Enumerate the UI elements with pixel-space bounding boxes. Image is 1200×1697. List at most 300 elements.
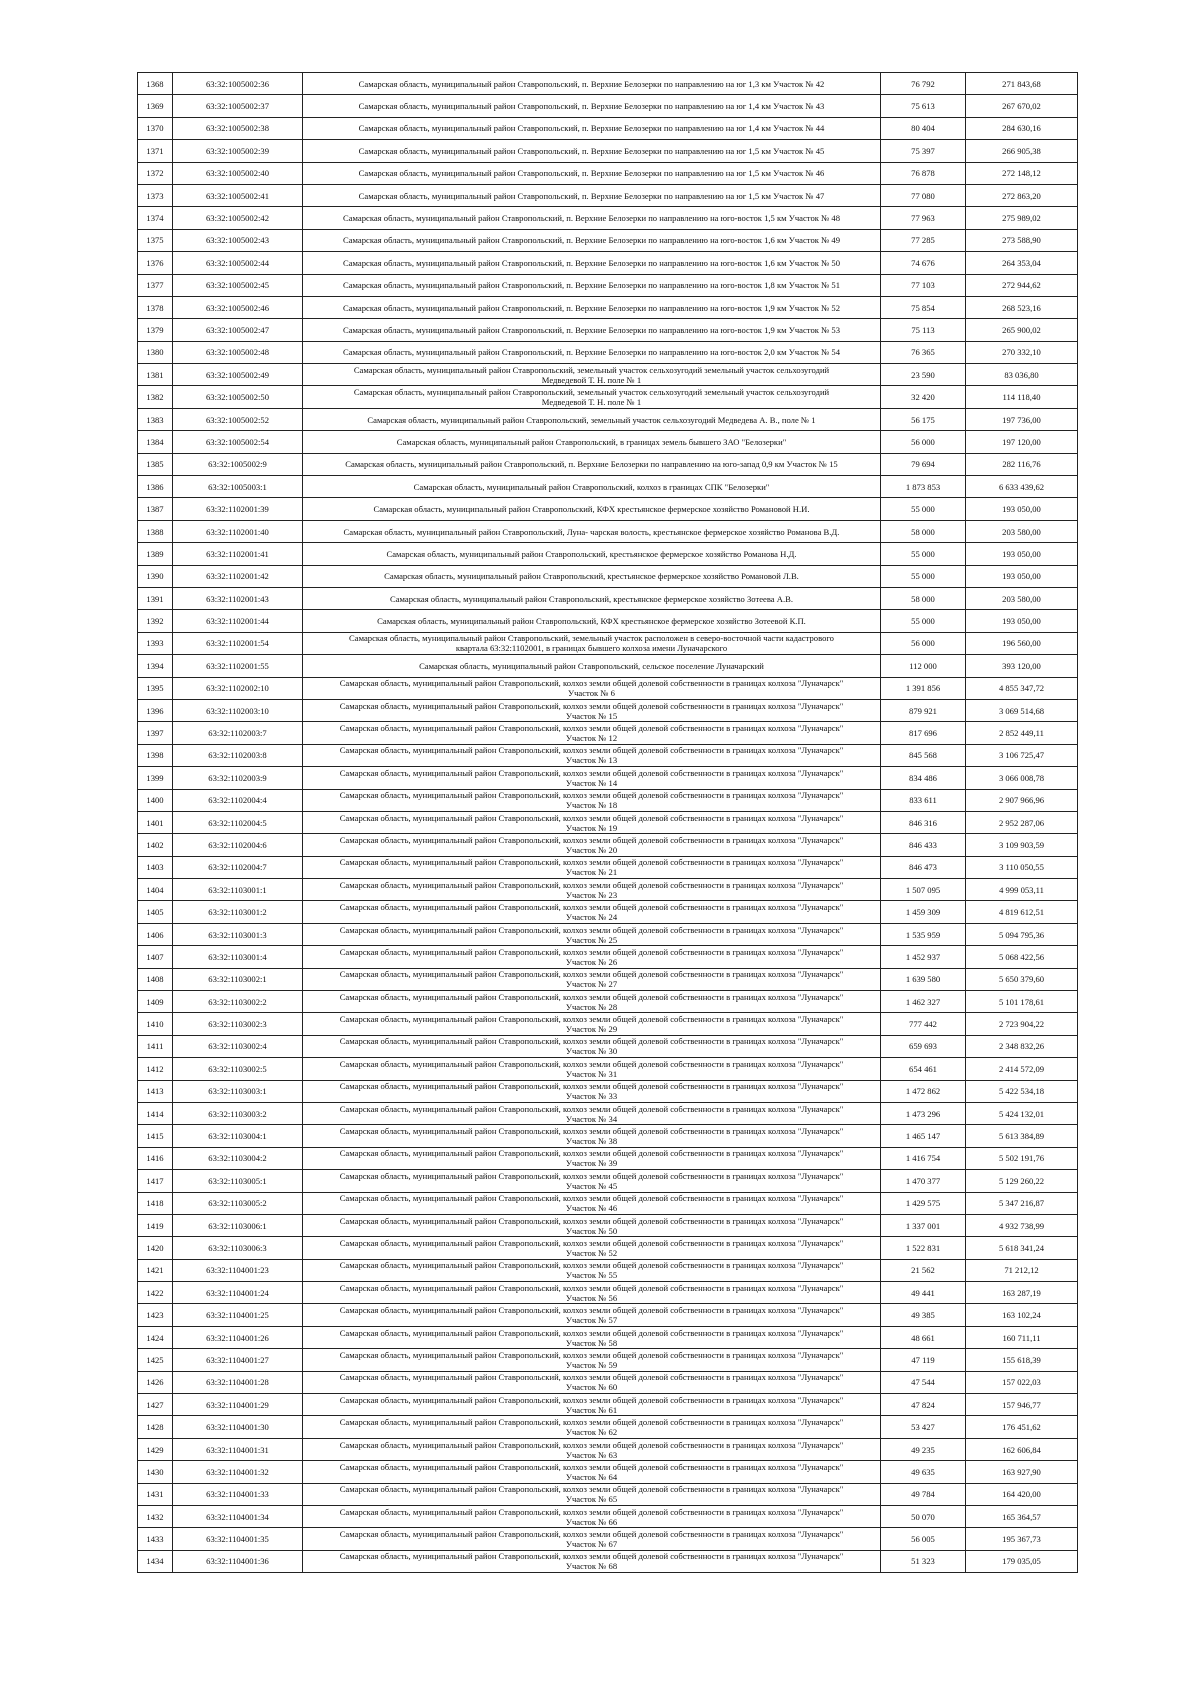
row-number-cell: 1432	[138, 1506, 173, 1528]
address-line: Самарская область, муниципальный район Ставропольский, колхоз земли общей долевой собственности в границах колхоза "Луначарск"	[339, 767, 844, 778]
cadastral-number-cell: 63:32:1005003:1	[173, 476, 303, 498]
row-number-cell: 1371	[138, 140, 173, 162]
table-row	[138, 655, 1078, 677]
area-cell: 49 635	[881, 1461, 966, 1483]
row-number-cell: 1412	[138, 1058, 173, 1080]
cadastral-number-cell: 63:32:1102001:42	[173, 565, 303, 587]
value-cell: 162 606,84	[966, 1438, 1078, 1460]
row-number-cell: 1398	[138, 744, 173, 766]
address-line: Самарская область, муниципальный район Ставропольский, земельный участок сельхозугодий земельный участок сельхозугодий	[353, 387, 830, 398]
table-row	[138, 386, 1078, 408]
area-cell: 1 535 959	[881, 923, 966, 945]
row-number-cell: 1386	[138, 476, 173, 498]
row-number-cell: 1392	[138, 610, 173, 632]
value-cell: 5 422 534,18	[966, 1080, 1078, 1102]
area-cell: 75 854	[881, 296, 966, 318]
cadastral-number-cell: 63:32:1103001:2	[173, 901, 303, 923]
row-number-cell: 1388	[138, 520, 173, 542]
address-line: Самарская область, муниципальный район Ставропольский, колхоз земли общей долевой собственности в границах колхоза "Луначарск"	[339, 1260, 844, 1271]
value-cell: 193 050,00	[966, 610, 1078, 632]
table-row	[138, 901, 1078, 923]
address-line: Самарская область, муниципальный район Ставропольский, колхоз земли общей долевой собственности в границах колхоза "Луначарск"	[339, 1170, 844, 1181]
address-line: Самарская область, муниципальный район Ставропольский, колхоз земли общей долевой собственности в границах колхоза "Луначарск"	[339, 1238, 844, 1248]
area-cell: 75 397	[881, 140, 966, 162]
cadastral-number-cell: 63:32:1005002:52	[173, 408, 303, 430]
area-cell: 1 416 754	[881, 1147, 966, 1169]
cadastral-number-cell: 63:32:1102001:43	[173, 587, 303, 609]
row-number-cell: 1395	[138, 677, 173, 699]
table-row	[138, 1349, 1078, 1371]
cadastral-number-cell: 63:32:1102003:10	[173, 699, 303, 721]
address-cell	[303, 1102, 881, 1124]
row-number-cell: 1418	[138, 1192, 173, 1214]
address-line: Участок № 31	[565, 1068, 618, 1079]
address-cell	[303, 1259, 881, 1281]
address-cell	[303, 1282, 881, 1304]
row-number-cell: 1381	[138, 364, 173, 386]
row-number-cell: 1399	[138, 767, 173, 789]
address-cell	[303, 901, 881, 923]
address-line: Участок № 52	[565, 1248, 618, 1258]
table-row	[138, 296, 1078, 318]
row-number-cell: 1396	[138, 699, 173, 721]
address-line: Самарская область, муниципальный район Ставропольский, колхоз земли общей долевой собственности в границах колхоза "Луначарск"	[339, 924, 844, 935]
address-line: Участок № 66	[565, 1516, 618, 1527]
address-cell	[303, 1237, 881, 1259]
cadastral-number-cell: 63:32:1104001:29	[173, 1394, 303, 1416]
cadastral-number-cell: 63:32:1103002:3	[173, 1013, 303, 1035]
address-line: Самарская область, муниципальный район Ставропольский, колхоз земли общей долевой собственности в границах колхоза "Луначарск"	[339, 857, 844, 868]
row-number-cell: 1415	[138, 1125, 173, 1147]
row-number-cell: 1408	[138, 968, 173, 990]
address-line: Участок № 68	[565, 1561, 618, 1572]
cadastral-number-cell: 63:32:1005002:50	[173, 386, 303, 408]
table-row	[138, 879, 1078, 901]
cadastral-number-cell: 63:32:1005002:37	[173, 95, 303, 117]
area-cell: 58 000	[881, 587, 966, 609]
address-line: Участок № 15	[565, 710, 618, 721]
address-cell: Самарская область, муниципальный район Ставропольский, колхоз в границах СПК "Белозерки"	[303, 476, 881, 498]
address-cell: Самарская область, муниципальный район Ставропольский, п. Верхние Белозерки по направлению на юго-запад 0,9 км Участок № 15	[303, 453, 881, 475]
address-cell: Самарская область, муниципальный район Ставропольский, п. Верхние Белозерки по направлению на юг 1,5 км Участок № 47	[303, 184, 881, 206]
table-row	[138, 1013, 1078, 1035]
value-cell: 4 819 612,51	[966, 901, 1078, 923]
address-line: Участок № 64	[565, 1471, 618, 1482]
table-row	[138, 789, 1078, 811]
row-number-cell: 1426	[138, 1371, 173, 1393]
cadastral-number-cell: 63:32:1103002:1	[173, 968, 303, 990]
address-cell	[303, 1304, 881, 1326]
row-number-cell: 1383	[138, 408, 173, 430]
address-line: Самарская область, муниципальный район Ставропольский, колхоз земли общей долевой собственности в границах колхоза "Луначарск"	[339, 745, 844, 756]
area-cell: 846 433	[881, 834, 966, 856]
value-cell: 2 852 449,11	[966, 722, 1078, 744]
value-cell: 272 863,20	[966, 184, 1078, 206]
address-line: Участок № 55	[565, 1270, 618, 1281]
cadastral-number-cell: 63:32:1005002:42	[173, 207, 303, 229]
table-row	[138, 184, 1078, 206]
table-row	[138, 476, 1078, 498]
area-cell: 1 507 095	[881, 879, 966, 901]
cadastral-number-cell: 63:32:1103003:1	[173, 1080, 303, 1102]
value-cell: 164 420,00	[966, 1483, 1078, 1505]
value-cell: 193 050,00	[966, 498, 1078, 520]
address-cell: Самарская область, муниципальный район Ставропольский, п. Верхние Белозерки по направлению на юг 1,3 км Участок № 42	[303, 73, 881, 95]
table-row	[138, 610, 1078, 632]
address-cell	[303, 1550, 881, 1572]
address-cell	[303, 879, 881, 901]
table-row	[138, 946, 1078, 968]
row-number-cell: 1428	[138, 1416, 173, 1438]
area-cell: 834 486	[881, 767, 966, 789]
address-line: Участок № 29	[565, 1024, 618, 1035]
address-line: Самарская область, муниципальный район Ставропольский, колхоз земли общей долевой собственности в границах колхоза "Луначарск"	[339, 1282, 844, 1293]
row-number-cell: 1431	[138, 1483, 173, 1505]
cadastral-number-cell: 63:32:1005002:36	[173, 73, 303, 95]
value-cell: 5 101 178,61	[966, 991, 1078, 1013]
address-line: Участок № 30	[565, 1046, 618, 1057]
value-cell: 2 723 904,22	[966, 1013, 1078, 1035]
address-line: Участок № 38	[565, 1136, 618, 1147]
table-row	[138, 274, 1078, 296]
cadastral-number-cell: 63:32:1005002:44	[173, 252, 303, 274]
area-cell: 47 824	[881, 1394, 966, 1416]
value-cell: 5 650 379,60	[966, 968, 1078, 990]
table-row	[138, 498, 1078, 520]
area-cell: 55 000	[881, 565, 966, 587]
address-cell: Самарская область, муниципальный район Ставропольский, п. Верхние Белозерки по направлению на юг 1,5 км Участок № 46	[303, 162, 881, 184]
area-cell: 51 323	[881, 1550, 966, 1572]
area-cell: 1 391 856	[881, 677, 966, 699]
address-cell	[303, 1035, 881, 1057]
address-line: Участок № 63	[565, 1449, 618, 1460]
area-cell: 80 404	[881, 117, 966, 139]
address-line: Самарская область, муниципальный район Ставропольский, земельный участок сельхозугодий земельный участок сельхозугодий	[353, 364, 830, 375]
table-row	[138, 1237, 1078, 1259]
address-line: Участок № 34	[565, 1113, 618, 1124]
row-number-cell: 1368	[138, 73, 173, 95]
address-cell	[303, 1214, 881, 1236]
address-cell: Самарская область, муниципальный район Ставропольский, п. Верхние Белозерки по направлению на юго-восток 2,0 км Участок № 54	[303, 341, 881, 363]
value-cell: 71 212,12	[966, 1259, 1078, 1281]
address-line: Самарская область, муниципальный район Ставропольский, колхоз земли общей долевой собственности в границах колхоза "Луначарск"	[339, 834, 844, 845]
address-cell	[303, 1147, 881, 1169]
address-cell: Самарская область, муниципальный район Ставропольский, крестьянское фермерское хозяйство Романова Н.Д.	[303, 543, 881, 565]
address-line: Самарская область, муниципальный район Ставропольский, колхоз земли общей долевой собственности в границах колхоза "Луначарск"	[339, 1014, 844, 1025]
address-line: Участок № 20	[565, 844, 618, 855]
address-cell	[303, 386, 881, 408]
cadastral-number-cell: 63:32:1102002:10	[173, 677, 303, 699]
value-cell: 197 120,00	[966, 431, 1078, 453]
cadastral-number-cell: 63:32:1103002:2	[173, 991, 303, 1013]
table-row	[138, 856, 1078, 878]
value-cell: 6 633 439,62	[966, 476, 1078, 498]
cadastral-number-cell: 63:32:1104001:36	[173, 1550, 303, 1572]
row-number-cell: 1410	[138, 1013, 173, 1035]
area-cell: 75 113	[881, 319, 966, 341]
value-cell: 5 618 341,24	[966, 1237, 1078, 1259]
address-line: Самарская область, муниципальный район Ставропольский, колхоз земли общей долевой собственности в границах колхоза "Луначарск"	[339, 1148, 844, 1159]
table-row	[138, 1147, 1078, 1169]
address-line: Участок № 6	[568, 688, 615, 699]
value-cell: 3 069 514,68	[966, 699, 1078, 721]
row-number-cell: 1420	[138, 1237, 173, 1259]
cadastral-number-cell: 63:32:1104001:24	[173, 1282, 303, 1304]
table-row	[138, 1394, 1078, 1416]
value-cell: 272 148,12	[966, 162, 1078, 184]
cadastral-number-cell: 63:32:1104001:34	[173, 1506, 303, 1528]
address-line: Участок № 56	[565, 1292, 618, 1303]
cadastral-number-cell: 63:32:1102004:5	[173, 811, 303, 833]
value-cell: 4 932 738,99	[966, 1214, 1078, 1236]
row-number-cell: 1422	[138, 1282, 173, 1304]
cadastral-number-cell: 63:32:1005002:41	[173, 184, 303, 206]
address-line: Самарская область, муниципальный район Ставропольский, колхоз земли общей долевой собственности в границах колхоза "Луначарск"	[339, 1103, 844, 1114]
cadastral-number-cell: 63:32:1005002:38	[173, 117, 303, 139]
area-cell: 654 461	[881, 1058, 966, 1080]
area-cell: 56 000	[881, 632, 966, 654]
area-cell: 56 175	[881, 408, 966, 430]
row-number-cell: 1393	[138, 632, 173, 654]
address-line: Медведевой Т. Н. поле № 1	[541, 374, 642, 385]
table-row	[138, 565, 1078, 587]
address-line: Участок № 58	[565, 1337, 618, 1348]
address-line: Самарская область, муниципальный район Ставропольский, земельный участок расположен в северо-восточной части кадастрового	[349, 633, 834, 644]
address-cell	[303, 1058, 881, 1080]
address-cell: Самарская область, муниципальный район Ставропольский, п. Верхние Белозерки по направлению на юг 1,4 км Участок № 44	[303, 117, 881, 139]
table-row	[138, 1214, 1078, 1236]
area-cell: 1 473 296	[881, 1102, 966, 1124]
address-cell	[303, 923, 881, 945]
table-row	[138, 1304, 1078, 1326]
address-line: Самарская область, муниципальный район Ставропольский, колхоз земли общей долевой собственности в границах колхоза "Луначарск"	[339, 1551, 844, 1562]
address-line: Самарская область, муниципальный район Ставропольский, колхоз земли общей долевой собственности в границах колхоза "Луначарск"	[339, 1036, 844, 1047]
table-row	[138, 767, 1078, 789]
value-cell: 193 050,00	[966, 565, 1078, 587]
area-cell: 77 080	[881, 184, 966, 206]
address-cell: Самарская область, муниципальный район Ставропольский, в границах земель бывшего ЗАО "Белозерки"	[303, 431, 881, 453]
address-line: Участок № 19	[565, 822, 618, 833]
table-row	[138, 431, 1078, 453]
area-cell: 76 792	[881, 73, 966, 95]
value-cell: 163 287,19	[966, 1282, 1078, 1304]
row-number-cell: 1384	[138, 431, 173, 453]
table-row	[138, 1461, 1078, 1483]
address-cell	[303, 1080, 881, 1102]
area-cell: 47 544	[881, 1371, 966, 1393]
value-cell: 5 347 216,87	[966, 1192, 1078, 1214]
address-line: Участок № 57	[565, 1315, 618, 1326]
address-cell	[303, 1506, 881, 1528]
table-row	[138, 341, 1078, 363]
table-row	[138, 140, 1078, 162]
table-row	[138, 364, 1078, 386]
cadastral-number-cell: 63:32:1103004:2	[173, 1147, 303, 1169]
row-number-cell: 1401	[138, 811, 173, 833]
area-cell: 49 784	[881, 1483, 966, 1505]
value-cell: 2 348 832,26	[966, 1035, 1078, 1057]
area-cell: 55 000	[881, 498, 966, 520]
area-cell: 32 420	[881, 386, 966, 408]
address-cell: Самарская область, муниципальный район Ставропольский, п. Верхние Белозерки по направлению на юг 1,4 км Участок № 43	[303, 95, 881, 117]
value-cell: 2 952 287,06	[966, 811, 1078, 833]
table-row	[138, 1506, 1078, 1528]
area-cell: 21 562	[881, 1259, 966, 1281]
cadastral-number-cell: 63:32:1104001:33	[173, 1483, 303, 1505]
address-line: Участок № 59	[565, 1359, 618, 1370]
address-line: Самарская область, муниципальный район Ставропольский, колхоз земли общей долевой собственности в границах колхоза "Луначарск"	[339, 1126, 844, 1137]
cadastral-number-cell: 63:32:1103002:4	[173, 1035, 303, 1057]
row-number-cell: 1372	[138, 162, 173, 184]
row-number-cell: 1380	[138, 341, 173, 363]
cadastral-number-cell: 63:32:1102001:54	[173, 632, 303, 654]
row-number-cell: 1416	[138, 1147, 173, 1169]
address-cell: Самарская область, муниципальный район Ставропольский, КФХ крестьянское фермерское хозяйство Зотеевой К.П.	[303, 610, 881, 632]
area-cell: 23 590	[881, 364, 966, 386]
address-line: Участок № 61	[565, 1404, 618, 1415]
area-cell: 76 365	[881, 341, 966, 363]
cadastral-number-cell: 63:32:1005002:48	[173, 341, 303, 363]
row-number-cell: 1400	[138, 789, 173, 811]
value-cell: 273 588,90	[966, 229, 1078, 251]
area-cell: 76 878	[881, 162, 966, 184]
address-line: квартала 63:32:1102001, в границах бывшего колхоза имени Луначарского	[455, 643, 728, 654]
table-row	[138, 1483, 1078, 1505]
address-line: Участок № 28	[565, 1001, 618, 1012]
table-row	[138, 744, 1078, 766]
address-cell: Самарская область, муниципальный район Ставропольский, п. Верхние Белозерки по направлению на юго-восток 1,6 км Участок № 49	[303, 229, 881, 251]
address-line: Участок № 18	[565, 800, 618, 811]
value-cell: 4 999 053,11	[966, 879, 1078, 901]
cadastral-number-cell: 63:32:1103002:5	[173, 1058, 303, 1080]
cadastral-number-cell: 63:32:1102003:8	[173, 744, 303, 766]
address-line: Участок № 23	[565, 889, 618, 900]
table-row	[138, 834, 1078, 856]
area-cell: 49 385	[881, 1304, 966, 1326]
address-line: Самарская область, муниципальный район Ставропольский, колхоз земли общей долевой собственности в границах колхоза "Луначарск"	[339, 1215, 844, 1226]
row-number-cell: 1370	[138, 117, 173, 139]
area-cell: 50 070	[881, 1506, 966, 1528]
value-cell: 165 364,57	[966, 1506, 1078, 1528]
row-number-cell: 1403	[138, 856, 173, 878]
address-cell: Самарская область, муниципальный район Ставропольский, Луна- чарская волость, крестьянское фермерское хозяйство Романова В.Д.	[303, 520, 881, 542]
address-cell: Самарская область, муниципальный район Ставропольский, п. Верхние Белозерки по направлению на юго-восток 1,8 км Участок № 51	[303, 274, 881, 296]
address-cell	[303, 1170, 881, 1192]
area-cell: 49 441	[881, 1282, 966, 1304]
value-cell: 2 414 572,09	[966, 1058, 1078, 1080]
value-cell: 83 036,80	[966, 364, 1078, 386]
table-row	[138, 1080, 1078, 1102]
cadastral-number-cell: 63:32:1104001:31	[173, 1438, 303, 1460]
row-number-cell: 1390	[138, 565, 173, 587]
table-row	[138, 1035, 1078, 1057]
cadastral-number-cell: 63:32:1102003:9	[173, 767, 303, 789]
cadastral-number-cell: 63:32:1104001:26	[173, 1326, 303, 1348]
address-line: Самарская область, муниципальный район Ставропольский, колхоз земли общей долевой собственности в границах колхоза "Луначарск"	[339, 723, 844, 734]
area-cell: 58 000	[881, 520, 966, 542]
address-line: Самарская область, муниципальный район Ставропольский, колхоз земли общей долевой собственности в границах колхоза "Луначарск"	[339, 1081, 844, 1092]
cadastral-number-cell: 63:32:1103005:1	[173, 1170, 303, 1192]
value-cell: 3 110 050,55	[966, 856, 1078, 878]
cadastral-number-cell: 63:32:1102003:7	[173, 722, 303, 744]
cadastral-number-cell: 63:32:1104001:35	[173, 1528, 303, 1550]
cadastral-number-cell: 63:32:1104001:27	[173, 1349, 303, 1371]
row-number-cell: 1429	[138, 1438, 173, 1460]
row-number-cell: 1375	[138, 229, 173, 251]
address-line: Участок № 62	[565, 1427, 618, 1438]
area-cell: 845 568	[881, 744, 966, 766]
area-cell: 846 316	[881, 811, 966, 833]
cadastral-number-cell: 63:32:1005002:40	[173, 162, 303, 184]
address-line: Самарская область, муниципальный район Ставропольский, колхоз земли общей долевой собственности в границах колхоза "Луначарск"	[339, 790, 844, 801]
table-row	[138, 1170, 1078, 1192]
area-cell: 75 613	[881, 95, 966, 117]
address-line: Самарская область, муниципальный район Ставропольский, колхоз земли общей долевой собственности в границах колхоза "Луначарск"	[339, 1439, 844, 1450]
address-cell	[303, 1461, 881, 1483]
area-cell: 53 427	[881, 1416, 966, 1438]
area-cell: 1 873 853	[881, 476, 966, 498]
address-cell	[303, 1528, 881, 1550]
address-line: Самарская область, муниципальный район Ставропольский, колхоз земли общей долевой собственности в границах колхоза "Луначарск"	[339, 1529, 844, 1540]
address-line: Самарская область, муниципальный район Ставропольский, колхоз земли общей долевой собственности в границах колхоза "Луначарск"	[339, 1058, 844, 1069]
address-line: Участок № 26	[565, 956, 618, 967]
table-row	[138, 408, 1078, 430]
value-cell: 272 944,62	[966, 274, 1078, 296]
address-cell	[303, 991, 881, 1013]
address-cell	[303, 1349, 881, 1371]
area-cell: 49 235	[881, 1438, 966, 1460]
row-number-cell: 1405	[138, 901, 173, 923]
cadastral-number-cell: 63:32:1102001:55	[173, 655, 303, 677]
address-line: Самарская область, муниципальный район Ставропольский, колхоз земли общей долевой собственности в границах колхоза "Луначарск"	[339, 1394, 844, 1405]
row-number-cell: 1389	[138, 543, 173, 565]
address-line: Самарская область, муниципальный район Ставропольский, колхоз земли общей долевой собственности в границах колхоза "Луначарск"	[339, 879, 844, 890]
area-cell: 833 611	[881, 789, 966, 811]
table-row	[138, 520, 1078, 542]
row-number-cell: 1377	[138, 274, 173, 296]
address-line: Участок № 13	[565, 755, 618, 766]
address-line: Участок № 27	[565, 979, 618, 990]
value-cell: 275 989,02	[966, 207, 1078, 229]
row-number-cell: 1385	[138, 453, 173, 475]
address-cell	[303, 1013, 881, 1035]
table-row	[138, 1416, 1078, 1438]
row-number-cell: 1379	[138, 319, 173, 341]
address-cell: Самарская область, муниципальный район Ставропольский, сельское поселение Луначарский	[303, 655, 881, 677]
value-cell: 3 106 725,47	[966, 744, 1078, 766]
table-row	[138, 543, 1078, 565]
address-cell	[303, 722, 881, 744]
value-cell: 267 670,02	[966, 95, 1078, 117]
row-number-cell: 1376	[138, 252, 173, 274]
address-cell	[303, 1125, 881, 1147]
area-cell: 846 473	[881, 856, 966, 878]
address-cell	[303, 811, 881, 833]
value-cell: 393 120,00	[966, 655, 1078, 677]
cadastral-number-cell: 63:32:1103001:1	[173, 879, 303, 901]
value-cell: 265 900,02	[966, 319, 1078, 341]
area-cell: 47 119	[881, 1349, 966, 1371]
address-cell	[303, 1438, 881, 1460]
row-number-cell: 1402	[138, 834, 173, 856]
row-number-cell: 1369	[138, 95, 173, 117]
address-cell	[303, 699, 881, 721]
row-number-cell: 1424	[138, 1326, 173, 1348]
value-cell: 114 118,40	[966, 386, 1078, 408]
area-cell: 817 696	[881, 722, 966, 744]
area-cell: 74 676	[881, 252, 966, 274]
address-line: Самарская область, муниципальный район Ставропольский, колхоз земли общей долевой собственности в границах колхоза "Луначарск"	[339, 969, 844, 980]
